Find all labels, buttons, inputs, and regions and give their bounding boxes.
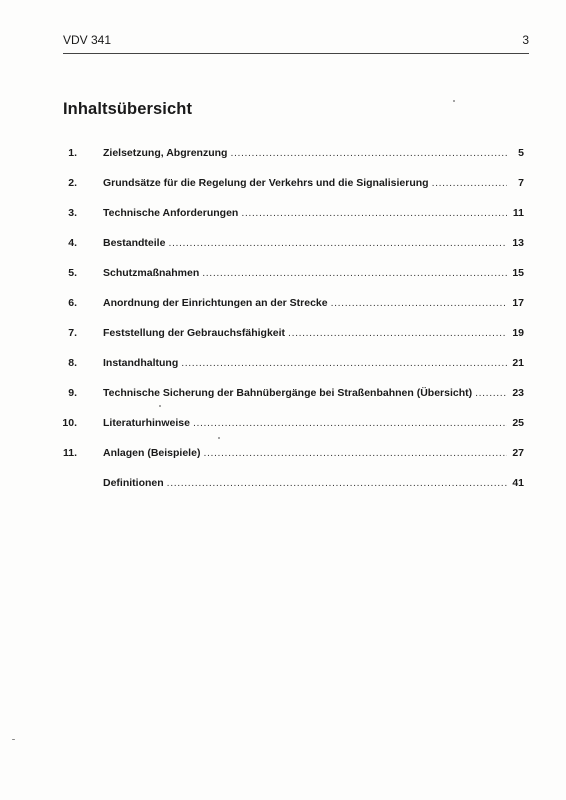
toc-number: 11.: [62, 447, 77, 459]
toc-page: 21: [512, 357, 524, 369]
toc-leader-dots: [181, 356, 507, 370]
toc-page: 27: [512, 447, 524, 459]
toc-page: 19: [512, 327, 524, 339]
toc-number: 9.: [68, 387, 77, 399]
toc-number: 6.: [68, 297, 77, 309]
toc-page: 15: [512, 267, 524, 279]
toc-number: 5.: [68, 267, 77, 279]
toc-page: 7: [518, 177, 524, 189]
toc-row[interactable]: [0, 326, 566, 340]
toc-label: Literaturhinweise: [103, 417, 190, 429]
toc-row[interactable]: [0, 476, 566, 490]
scan-speck: [453, 100, 455, 102]
toc-page: 11: [512, 207, 524, 219]
toc-row[interactable]: [0, 296, 566, 310]
document-id: VDV 341: [63, 33, 112, 47]
toc-number: 4.: [68, 237, 77, 249]
toc-page: 17: [512, 297, 524, 309]
toc-leader-dots: [202, 266, 507, 280]
toc-leader-dots: [168, 236, 507, 250]
scan-speck: [159, 405, 161, 407]
toc-label: Anlagen (Beispiele): [103, 447, 201, 459]
toc-label: Technische Sicherung der Bahnübergänge bei Straßenbahnen (Übersicht): [103, 387, 473, 399]
toc-row[interactable]: [0, 446, 566, 460]
toc-label: Schutzmaßnahmen: [103, 267, 200, 279]
page-header: [63, 33, 529, 54]
scan-speck: [218, 437, 220, 439]
toc-leader-dots: [241, 206, 507, 220]
toc-leader-dots: [203, 446, 507, 460]
toc-label: Grundsätze für die Regelung der Verkehrs und die Signalisierung: [103, 177, 429, 189]
toc-leader-dots: [331, 296, 507, 310]
toc-label: Instandhaltung: [103, 357, 179, 369]
toc-label: Zielsetzung, Abgrenzung: [103, 147, 228, 159]
toc-label: Definitionen: [103, 477, 164, 489]
toc-page: 5: [518, 147, 524, 159]
toc-number: 10.: [62, 417, 77, 429]
toc-row[interactable]: [0, 206, 566, 220]
toc-leader-dots: [230, 146, 507, 160]
toc-number: 2.: [68, 177, 77, 189]
toc-row[interactable]: [0, 386, 566, 400]
toc-label: Anordnung der Einrichtungen an der Strecke: [103, 297, 328, 309]
toc-label: Technische Anforderungen: [103, 207, 239, 219]
toc-row[interactable]: [0, 356, 566, 370]
toc-row[interactable]: [0, 146, 566, 160]
toc-page: 25: [512, 417, 524, 429]
toc-number: 8.: [68, 357, 77, 369]
toc-leader-dots: [288, 326, 507, 340]
toc-label: Bestandteile: [103, 237, 166, 249]
toc-leader-dots: [432, 176, 507, 190]
toc-row[interactable]: [0, 176, 566, 190]
toc-row[interactable]: [0, 236, 566, 250]
toc-leader-dots: [193, 416, 507, 430]
page-title: Inhaltsübersicht: [63, 100, 193, 118]
toc-leader-dots: [475, 386, 507, 400]
toc-page: 23: [512, 387, 524, 399]
toc-leader-dots: [167, 476, 507, 490]
toc-page: 41: [512, 477, 524, 489]
toc-page: 13: [512, 237, 524, 249]
scan-speck: [12, 739, 15, 740]
toc-label: Feststellung der Gebrauchsfähigkeit: [103, 327, 286, 339]
toc-number: 1.: [68, 147, 77, 159]
page-number: 3: [522, 33, 529, 47]
toc-number: 7.: [68, 327, 77, 339]
toc-row[interactable]: [0, 266, 566, 280]
toc-row[interactable]: [0, 416, 566, 430]
toc-number: 3.: [68, 207, 77, 219]
